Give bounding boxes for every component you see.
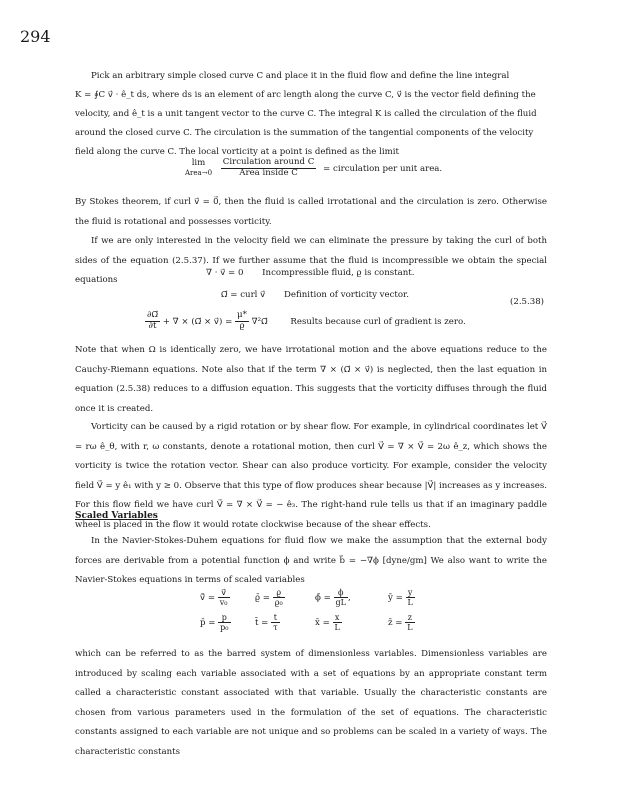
eq2-formula: Ω⃗ = curl v⃗ <box>221 290 266 300</box>
eq-incompressible <box>206 268 414 278</box>
scaled-var-t: t̄ = $\frac{t}{\tau}$ <box>255 613 278 633</box>
paragraph-5: Vorticity can be caused by a rigid rotation or by shear flow. For example, in cylindrical coordinates let V⃗ = rω ê_θ, with r, ω constants, denote a rotational motion, then curl V⃗ = ∇ × V⃗ = 2ω ê_z, which shows the vorticity is twice the rotation vector. Shear can also produce vorticity. For example, consider the velocity field V⃗ = y ê₁ with y ≥ 0. Observe that this type of flow produces shear because |V⃗| increases as y increases. For this flow field we have curl V⃗ = ∇ × V⃗ = − ê₃. The right-hand rule tells us that if an imaginary paddle wheel is placed in the flow it would rotate clockwise because of the shear effects. <box>75 422 547 530</box>
paragraph-6: In the Navier-Stokes-Duhem equations for fluid flow we make the assumption that the external body forces are derivable from a potential function ϕ and write b⃗ = −∇ϕ [dyne/gm] We also want to write the Navier-Stokes equations in terms of scaled variables <box>75 536 547 585</box>
limit-rhs: = circulation per unit area. <box>323 163 443 174</box>
para1-line4: around the closed curve C. The circulation is the summation of the tangential components of the velocity <box>75 128 534 138</box>
limit-equation <box>185 158 442 179</box>
para1-line3: velocity, and ê_t is a unit tangent vector to the curve C. The integral K is called the circulation of the fluid <box>75 109 537 119</box>
eq3-laplacian: ∇²Ω⃗ <box>251 316 268 327</box>
scaled-var-phi: ϕ̄ = $\frac{\phi}{gL}$ , <box>315 588 351 608</box>
paragraph-4: Note that when Ω is identically zero, we have irrotational motion and the above equations reduce to the Cauchy-Riemann equations. Note also that if the term ∇ × (Ω⃗ × v⃗) is neglected, then the last equation in equation (2.5.38) reduces to a diffusion equation. This suggests that the vorticity diffuses through the fluid once it is created. <box>75 345 547 414</box>
scaled-var-x: x̄ = $\frac{x}{L}$ <box>315 613 340 633</box>
paragraph-7: which can be referred to as the barred system of dimensionless variables. Dimensionless variables are introduced by scaling each variable associated with a set of equations by an appropriate constant term called a characteristic constant associated with that variable. Usually the characteristic constants are chosen from various parameters used in the formulation of the set of equations. The characteristic constants assigned to each variable are not unique and so problems can be scaled in a variety of ways. The characteristic constants <box>75 649 547 757</box>
eq3-denominator: ∂t <box>148 320 157 331</box>
paragraph-2: By Stokes theorem, if curl v⃗ = 0⃗, then the fluid is called irrotational and the circulation is zero. Otherwise the fluid is rotational and possesses vorticity. <box>75 197 547 227</box>
paragraph-3: If we are only interested in the velocity field we can eliminate the pressure by taking the curl of both sides of the equation (2.5.37). If we further assume that the fluid is incompressible we obtain the special equations <box>75 236 547 285</box>
eq3-description: Results because curl of gradient is zero. <box>290 316 466 327</box>
eq1-description: Incompressible fluid, ϱ is constant. <box>262 268 415 278</box>
eq2-description: Definition of vorticity vector. <box>284 290 409 300</box>
eq-vorticity-transport <box>145 311 466 332</box>
eq3-middle: + ∇ × (Ω⃗ × v⃗) = <box>162 316 233 327</box>
para1-line5: field along the curve C. The local vorticity at a point is defined as the limit <box>75 147 399 157</box>
limit-denominator: Area inside C <box>239 167 298 178</box>
para1-line2: K = ∮C v⃗ · ê_t ds, where ds is an element of arc length along the curve C, v⃗ is the vector field defining the <box>75 90 536 100</box>
equation-label: (2.5.38) <box>510 297 545 307</box>
eq-vorticity <box>221 290 409 300</box>
eq3-density: ϱ <box>239 320 245 331</box>
scaled-var-rho: ϱ̄ = $\frac{ϱ}{\text{ϱ₀}}$ <box>255 588 283 608</box>
section-heading: Scaled Variables <box>75 511 158 521</box>
limit-numerator: Circulation around C <box>222 157 315 167</box>
eq3-viscosity: μ* <box>237 310 247 320</box>
eq1-formula: ∇ · v⃗ = 0 <box>206 268 244 278</box>
scaled-var-p: p̄ = $\frac{p}{\text{p₀}}$ <box>200 613 229 633</box>
scaled-var-z: z̄ = $\frac{z}{L}$ <box>388 613 413 633</box>
limit-lim: lim <box>191 158 206 169</box>
para1-line1: Pick an arbitrary simple closed curve C and place it in the fluid flow and define the line integral <box>91 71 510 81</box>
page-number: 294 <box>20 27 51 46</box>
eq3-numerator: ∂Ω⃗ <box>147 310 159 320</box>
scaled-var-v: v̄⃗ = $\frac{v⃗}{\text{v₀}}$ <box>200 588 228 608</box>
scaled-var-y: ȳ = $\frac{y}{L}$ <box>388 588 413 608</box>
limit-sub: Area→0 <box>185 169 213 178</box>
